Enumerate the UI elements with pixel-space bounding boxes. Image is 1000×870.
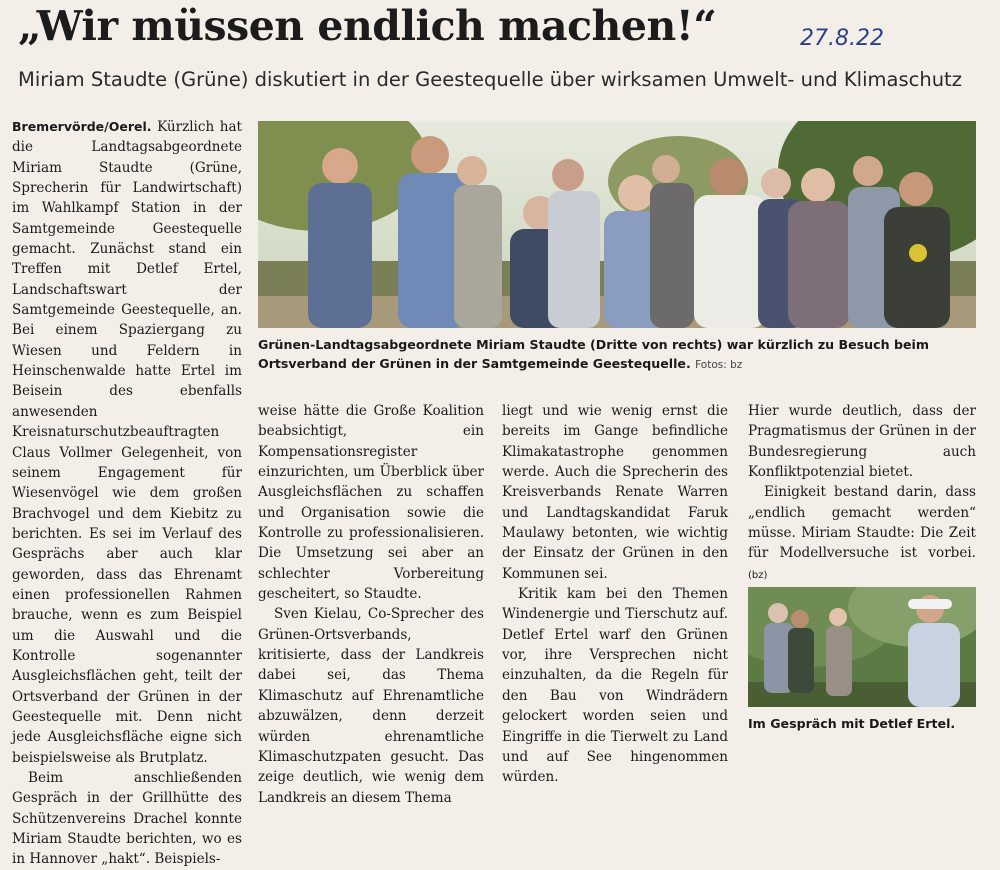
photo-caption — [258, 335, 978, 375]
caption-text: Grünen-Landtagsabgeordnete Miriam Staudte (Dritte von rechts) war kürzlich zu Besuch beim Ortsverband der Grünen in der Samtgemeinde Geestequelle. — [258, 337, 929, 371]
headline: „Wir müssen endlich machen!“ — [18, 2, 717, 50]
paragraph-text: Einigkeit bestand darin, dass „endlich gemacht werden“ müsse. Miriam Staudte: Die Zeit für Modellversuche ist vorbei. — [748, 484, 976, 562]
handwritten-date: 27.8.22 — [800, 26, 884, 51]
paragraph — [748, 482, 976, 586]
paragraph: weise hätte die Große Koalition beabsichtigt, ein Kompensationsregister einzurichten, um Überblick über Ausgleichsflächen zu schaffen und Organisation sowie die Kontrolle zu professionalisieren. Die Umsetzung sei aber an schlechter Vorbereitung gescheitert, so Staudte. — [258, 403, 484, 603]
article-column-4 — [748, 401, 976, 586]
paragraph: Sven Kielau, Co-Sprecher des Grünen-Ortsverbands, kritisierte, dass der Landkreis dabei sei, das Thema Klimaschutz auf Ehrenamtliche abzuwälzen, denn derzeit würden ehrenamtliche Klimaschutzpaten gesucht. Das zeige deutlich, wie wenig dem Landkreis an diesem Thema — [258, 606, 484, 806]
small-photo-caption: Im Gespräch mit Detlef Ertel. — [748, 716, 956, 731]
paragraph: Hier wurde deutlich, dass der Pragmatismus der Grünen in der Bundesregierung auch Konfliktpotenzial bietet. — [748, 403, 976, 481]
paragraph: Beim anschließenden Gespräch in der Grillhütte des Schützenvereins Drachel konnte Miriam Staudte berichten, wo es in Hannover „hakt“. Beispiels- — [12, 770, 242, 868]
article-column-3 — [502, 401, 728, 788]
paragraph-text: Kürzlich hat die Landtagsabgeordnete Miriam Staudte (Grüne, Sprecherin für Landwirtschaft) im Wahlkampf Station in der Samtgemeinde Geestequelle gemacht. Zunächst stand ein Treffen mit Detlef Ertel, Landschaftswart der Samtgemeinde Geestequelle, an. Bei einem Spaziergang zu Wiesen und Feldern in Heinschenwalde hatte Ertel im Beisein des ebenfalls anwesenden Kreisnaturschutzbeauftragten Claus Vollmer Gelegenheit, von seinem Engagement für Wiesenvögel wie dem großen Brachvogel und dem Kiebitz zu berichten. Es sei im Verlauf des Gesprächs aber auch klar geworden, dass das Ehrenamt einen professionellen Rahmen brauche, wenn es zum Beispiel um die Auswahl und die Kontrolle sogenannter Ausgleichsflächen geht, teilt der Ortsverband der Grünen in der Geestequelle mit. Denn nicht jede Ausgleichsfläche eigne sich beispielsweise als Brutplatz. — [12, 119, 242, 766]
author-signature: (bz) — [748, 569, 768, 581]
subheadline: Miriam Staudte (Grüne) diskutiert in der Geestequelle über wirksamen Umwelt- und Klimaschutz — [18, 68, 962, 91]
paragraph — [12, 117, 242, 768]
photo-credit: Fotos: bz — [695, 359, 743, 371]
dateline: Bremervörde/Oerel. — [12, 119, 152, 134]
small-photo — [748, 587, 976, 707]
group-photo — [258, 121, 976, 328]
article-column-2 — [258, 401, 484, 808]
article-column-1 — [12, 117, 242, 870]
paragraph: Kritik kam bei den Themen Windenergie und Tierschutz auf. Detlef Ertel warf den Grünen vor, ihre Versprechen nicht einzuhalten, da die Regeln für den Bau von Windrädern gelockert worden seien und Eingriffe in die Tierwelt zu Land und auf See hingenommen würden. — [502, 586, 728, 786]
paragraph: liegt und wie wenig ernst die bereits im Gange befindliche Klimakatastrophe genommen werde. Auch die Sprecherin des Kreisverbands Renate Warren und Landtagskandidat Faruk Maulawy betonten, wie wichtig der Einsatz der Grünen in den Kommunen sei. — [502, 403, 728, 582]
